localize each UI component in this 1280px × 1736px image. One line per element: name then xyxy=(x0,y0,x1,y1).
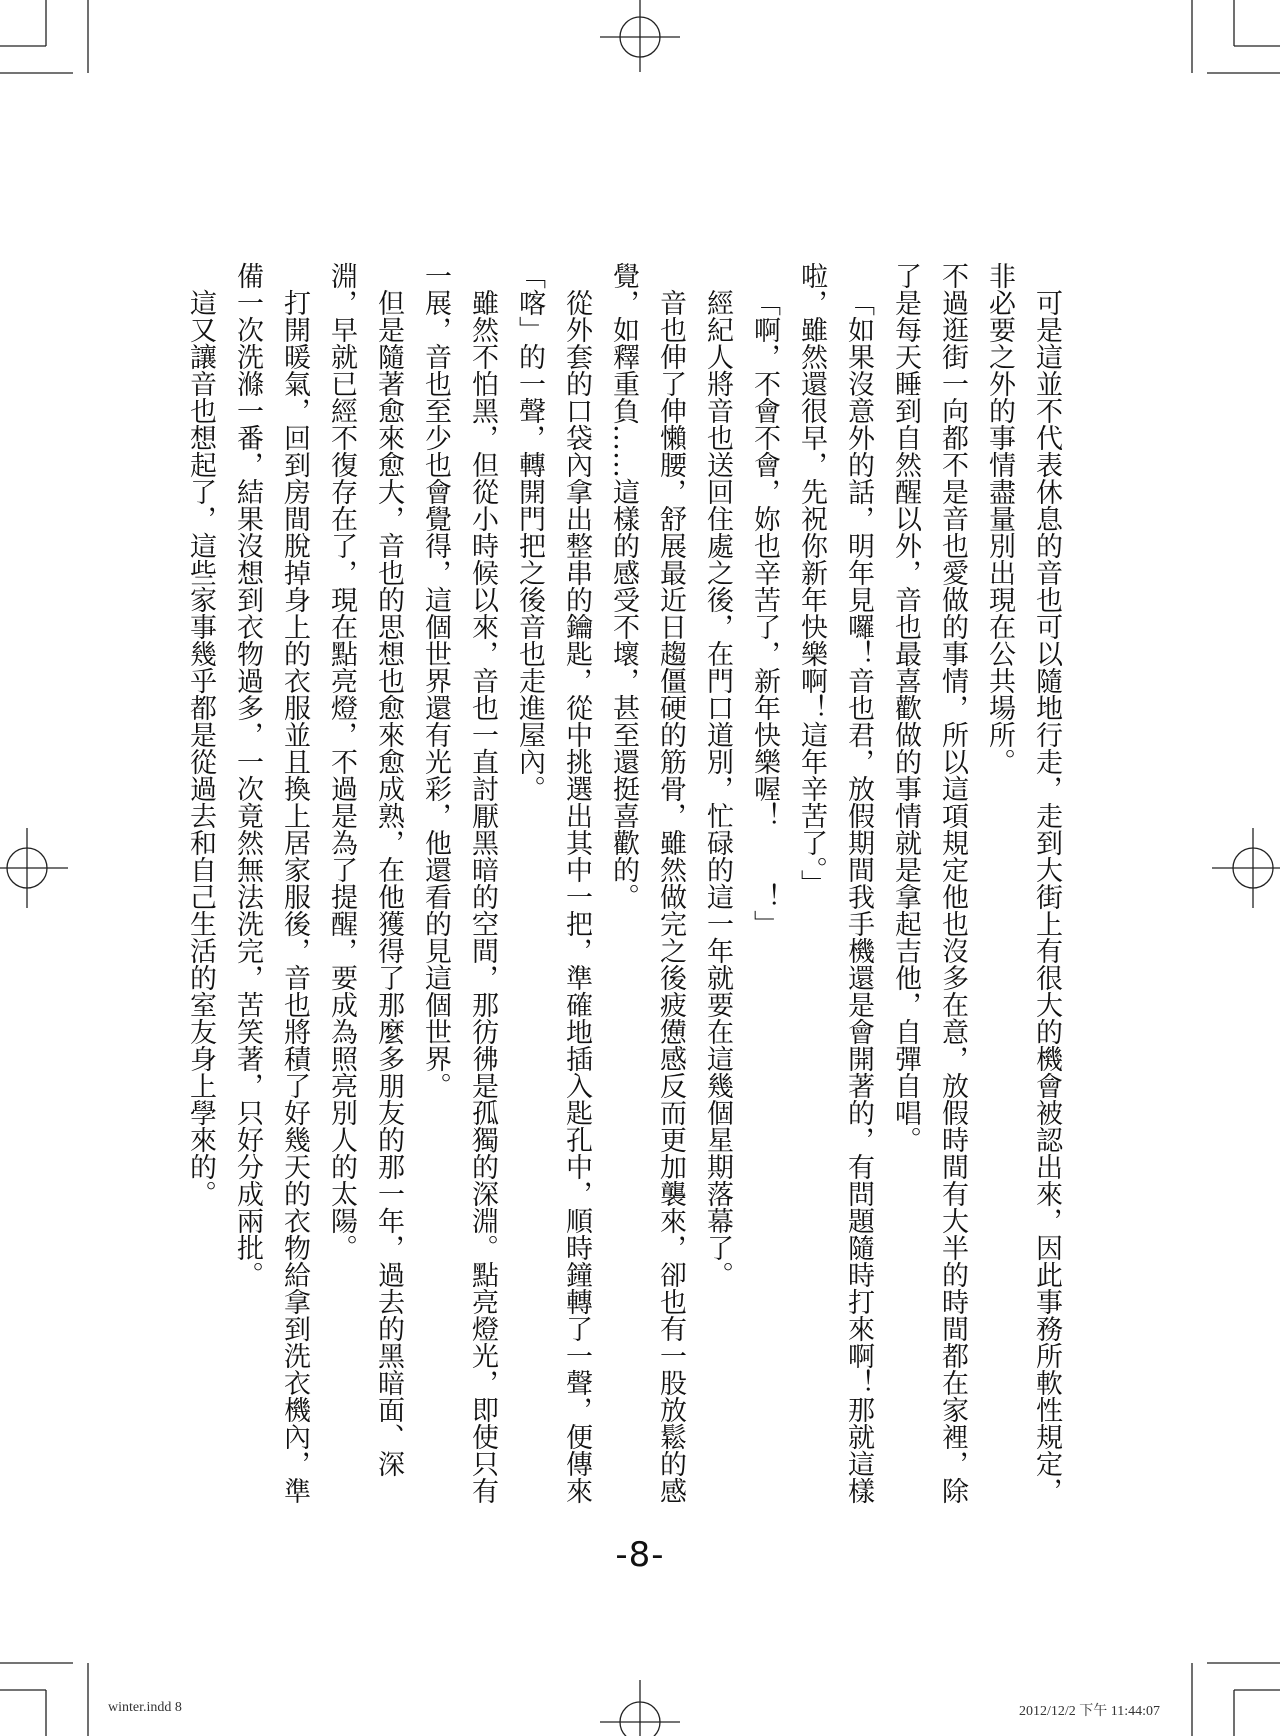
paragraph: 不過逛街一向都不是音也愛做的事情，所以這項規定他也沒多在意，放假時間有大半的時間都在家裡，除了是每天睡到自然醒以外，音也最喜歡做的事情就是拿起吉他，自彈自唱。 xyxy=(890,262,968,1504)
slug-timestamp: 2012/12/2 下午 11:44:07 xyxy=(1018,1704,1160,1719)
paragraph: 音也伸了伸懶腰，舒展最近日趨僵硬的筋骨，雖然做完之後疲憊感反而更加襲來，卻也有一股放鬆的感覺，如釋重負……這樣的感受不壞，甚至還挺喜歡的。 xyxy=(608,262,686,1504)
paragraph: 經紀人將音也送回住處之後，在門口道別，忙碌的這一年就要在這幾個星期落幕了。 xyxy=(702,289,733,1288)
paragraph: 從外套的口袋內拿出整串的鑰匙，從中挑選出其中一把，準確地插入匙孔中，順時鐘轉了一聲，便傳來「喀」的一聲，轉開門把之後音也走進屋內。 xyxy=(514,262,592,1504)
paragraph: 「啊，不會不會，妳也辛苦了，新年快樂喔！ ！」 xyxy=(749,289,780,937)
paragraph: 打開暖氣，回到房間脫掉身上的衣服並且換上居家服後，音也將積了好幾天的衣物給拿到洗衣機內，準備一次洗滌一番，結果沒想到衣物過多，一次竟然無法洗完，苦笑著，只好分成兩批。 xyxy=(232,262,310,1504)
paragraph: 但是隨著愈來愈大，音也的思想也愈來愈成熟，在他獲得了那麼多朋友的那一年，過去的黑暗面、深淵，早就已經不復存在了，現在點亮燈，不過是為了提醒，要成為照亮別人的太陽。 xyxy=(326,262,404,1477)
body-text xyxy=(185,262,1070,1507)
slug-filename: winter.indd 8 xyxy=(108,1700,182,1715)
paragraph: 可是這並不代表休息的音也可以隨地行走，走到大街上有很大的機會被認出來，因此事務所軟性規定，非必要之外的事情盡量別出現在公共場所。 xyxy=(984,262,1062,1504)
paragraph: 這又讓音也想起了，這些家事幾乎都是從過去和自己生活的室友身上學來的。 xyxy=(185,289,216,1207)
page-number: -8- xyxy=(615,1535,665,1575)
paragraph: 雖然不怕黑，但從小時候以來，音也一直討厭黑暗的空間，那彷彿是孤獨的深淵。點亮燈光，即使只有一展，音也至少也會覺得，這個世界還有光彩，他還看的見這個世界。 xyxy=(420,262,498,1504)
paragraph: 「如果沒意外的話，明年見囉！音也君，放假期間我手機還是會開著的，有問題隨時打來啊！那就這樣啦，雖然還很早，先祝你新年快樂啊！這年辛苦了。」 xyxy=(796,262,874,1504)
